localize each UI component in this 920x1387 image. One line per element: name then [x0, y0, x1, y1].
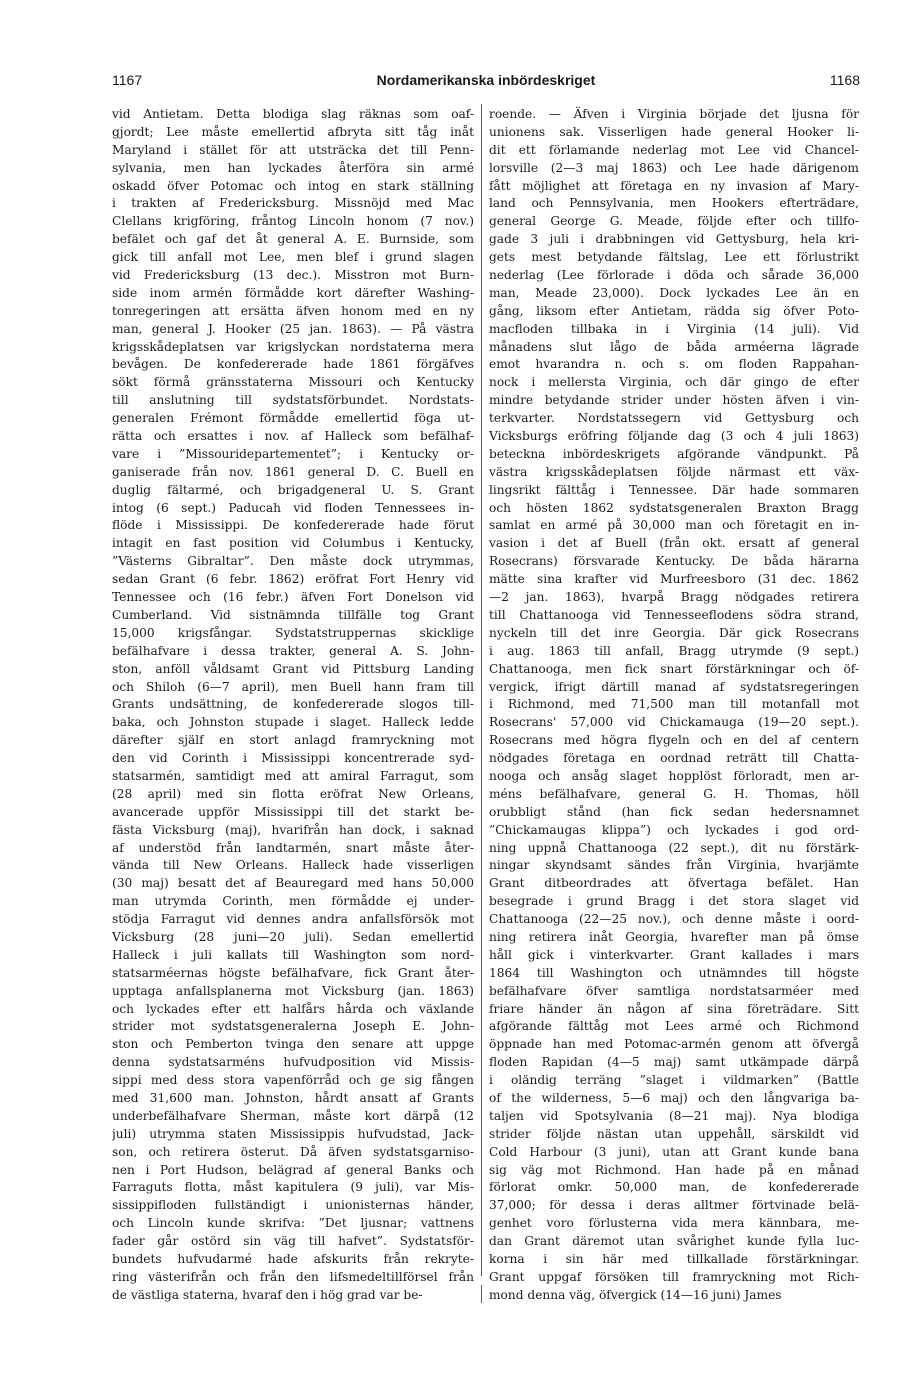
text-line: Rosecrans' 57,000 vid Chickamauga (19—20 sept.). — [489, 715, 859, 730]
text-line: Rosecrans) försvarade Kentucky. De båda härarna — [489, 554, 859, 569]
text-line: strider mot sydstatsgeneralerna Joseph E. John- — [112, 1019, 474, 1034]
text-line: dan Grant däremot utan svårighet kunde fylla luc- — [489, 1234, 859, 1249]
text-line: ningar skyndsamt sändes från Virginia, hvarjämte — [489, 858, 859, 873]
text-line: Halleck i juli kallats till Washington som nord- — [112, 947, 474, 962]
text-line: i oländig terräng ”slaget i vildmarken” (Battle — [489, 1073, 859, 1088]
text-line: duglig fältarmé, och brigadgeneral U. S. Grant — [112, 482, 474, 497]
text-line: gick till anfall mot Lee, men blef i grund slagen — [112, 250, 474, 265]
text-line: bevågen. De konfedererade hade 1861 förgäfves — [112, 357, 474, 372]
text-line: befälet och gaf det åt general A. E. Burnside, som — [112, 232, 474, 247]
text-line: vända till New Orleans. Halleck hade visserligen — [112, 858, 474, 873]
text-line: och lyckades efter ett halfårs hårda och växlande — [112, 1001, 474, 1016]
right-page-number: 1168 — [829, 72, 860, 88]
text-line: taljen vid Spotsylvania (8—21 maj). Nya blodiga — [489, 1108, 859, 1123]
text-line: i trakten af Fredericksburg. Missnöjd med Mac — [112, 196, 474, 211]
text-line: ganiserade från nov. 1861 general D. C. Buell en — [112, 464, 474, 479]
text-line: samlat en armé på 30,000 man och företagit en in- — [489, 518, 859, 533]
left-text-column — [112, 106, 474, 1305]
text-line: side inom armén förmådde kort därefter Washing- — [112, 285, 474, 300]
text-line: ning uppnå Chattanooga (22 sept.), dit nu förstärk- — [489, 840, 859, 855]
text-line: emot hvarandra n. och s. om floden Rappahan- — [489, 357, 859, 372]
text-line: besegrade i grund Bragg i det stora slaget vid — [489, 894, 859, 909]
text-line: och hösten 1862 sydstatsgeneralen Braxton Bragg — [489, 500, 859, 515]
text-line: floden Rapidan (4—5 maj) samt utkämpade därpå — [489, 1055, 859, 1070]
text-line: intog (6 sept.) Paducah vid floden Tennessees in- — [112, 500, 474, 515]
right-text-column — [489, 106, 859, 1305]
text-line: friare händer än någon af sina företrädare. Sitt — [489, 1001, 859, 1016]
text-line: nederlag (Lee förlorade i döda och sårade 36,000 — [489, 268, 859, 283]
text-line: oskadd öfver Potomac och intog en stark ställning — [112, 178, 474, 193]
text-line: 1864 till Washington och utnämndes till högste — [489, 965, 859, 980]
text-line: ”Chickamaugas klippa”) och lyckades i god ord- — [489, 822, 859, 837]
text-line: till Chattanooga vid Tennesseeflodens södra strand, — [489, 607, 859, 622]
text-line: denna sydstatsarméns hufvudposition vid Missis- — [112, 1055, 474, 1070]
text-line: af understöd från landtarmén, snart måste åter- — [112, 840, 474, 855]
text-line: general George G. Meade, följde efter och tillfo- — [489, 214, 859, 229]
text-line: mätte sina krafter vid Murfreesboro (31 dec. 1862 — [489, 572, 859, 587]
text-line: upptaga anfallsplanerna mot Vicksburg (jan. 1863) — [112, 983, 474, 998]
text-line: vid Antietam. Detta blodiga slag räknas som oaf- — [112, 107, 474, 121]
text-line: nen i Port Hudson, belägrad af general Banks och — [112, 1162, 474, 1177]
text-line: lorsville (2—3 maj 1863) och Lee hade därigenom — [489, 160, 859, 175]
text-line: of the wilderness, 5—6 maj) och den långvariga ba- — [489, 1090, 859, 1105]
text-line: Rosecrans med högra flygeln och en del af centern — [489, 733, 859, 748]
text-line: sylvania, men han lyckades återföra sin armé — [112, 160, 474, 175]
text-line: land och Pennsylvania, men Hookers efterträdare, — [489, 196, 859, 211]
text-line: unionens sak. Visserligen hade general Hooker li- — [489, 124, 859, 139]
text-line: genhet voro förlusterna vida mera kännbara, me- — [489, 1216, 859, 1231]
text-line: sökt förmå gränsstaterna Missouri och Kentucky — [112, 375, 474, 390]
text-line: fader går ostörd sin väg till hafvet”. Sydstatsför- — [112, 1234, 474, 1249]
text-line: (28 april) med sin flotta eröfrat New Orleans, — [112, 786, 474, 801]
text-line: månadens slut lågo de båda arméerna lägrade — [489, 339, 859, 354]
text-line: dit ett förlamande nederlag mot Lee vid Chancel- — [489, 142, 859, 157]
text-line: Chattanooga, men fick snart förstärkningar och öf- — [489, 661, 859, 676]
text-line: västra krigsskådeplatsen följde närmast ett väx- — [489, 464, 859, 479]
text-line: afgörande fälttåg mot Lees armé och Richmond — [489, 1019, 859, 1034]
text-line: gjordt; Lee måste emellertid afbryta sitt tåg inåt — [112, 124, 474, 139]
text-line: orubbligt stånd (han fick sedan hedersnamnet — [489, 804, 859, 819]
text-line: lingsrikt fälttåg i Tennessee. Där hade sommaren — [489, 482, 859, 497]
text-line: strider följde nästan utan uppehåll, särskildt vid — [489, 1126, 859, 1141]
text-line: ring västerifrån och från den lifsmedeltillförsel från — [112, 1269, 474, 1284]
text-line: Farraguts flotta, måst kapitulera (9 juli), var Mis- — [112, 1180, 474, 1195]
text-line: gets mest betydande fältslag, Lee ett förlustrikt — [489, 250, 859, 265]
text-line: nödgades företaga en oordnad reträtt till Chatta- — [489, 751, 859, 766]
text-line: (30 maj) besatt det af Beauregard med hans 50,000 — [112, 876, 474, 891]
text-line: Vicksburgs eröfring följande dag (3 och 4 juli 1863) — [489, 429, 859, 444]
text-line: nock i mellersta Virginia, och där gingo de efter — [489, 375, 859, 390]
text-line: juli) utrymma staten Mississippis hufvudstad, Jack- — [112, 1126, 474, 1141]
text-line: terkvarter. Nordstatssegern vid Gettysburg och — [489, 411, 859, 426]
column-divider — [481, 104, 482, 1276]
text-line: baka, och Johnston stupade i slaget. Halleck ledde — [112, 715, 474, 730]
text-line: och Lincoln kunde skrifva: ”Det ljusnar; vattnens — [112, 1216, 474, 1231]
text-line: man, Meade 23,000). Dock lyckades Lee än en — [489, 285, 859, 300]
running-title: Nordamerikanska inbördeskriget — [376, 72, 596, 88]
text-line: befälhafvare öfver samtliga nordstatsarméer med — [489, 983, 859, 998]
text-line: intagit en fast position vid Columbus i Kentucky, — [112, 536, 474, 551]
text-line: bundets hufvudarmé hade afskurits från rekryte- — [112, 1252, 474, 1266]
text-line: sissippifloden fullständigt i unionisternas händer, — [112, 1198, 474, 1213]
text-line: man utrymda Corinth, men förmådde ej under- — [112, 894, 474, 909]
text-line: macfloden tillbaka in i Virginia (14 juli). Vid — [489, 321, 859, 336]
text-line: beteckna inbördeskrigets afgörande vändpunkt. På — [489, 446, 859, 461]
text-line: 15,000 krigsfångar. Sydstatstruppernas skicklige — [112, 625, 474, 640]
text-line: roende. — Äfven i Virginia började det ljusna för — [489, 107, 859, 121]
text-line: Grant uppgaf försöken till framryckning mot Rich- — [489, 1269, 859, 1284]
text-line: ston, anföll våldsamt Grant vid Pittsburg Landing — [112, 661, 474, 676]
text-line: den vid Corinth i Mississippi koncentrerade syd- — [112, 751, 474, 766]
text-line: stödja Farragut vid dennes andra anfallsförsök mot — [112, 912, 474, 927]
text-line: gade 3 juli i drabbningen vid Gettysburg, hela kri- — [489, 232, 859, 247]
text-line: 37,000; för dessa i deras alltmer förtvinade belä- — [489, 1198, 859, 1213]
text-line: vergick, ifrigt därtill manad af sydstatsregeringen — [489, 679, 859, 694]
column-divider-lower — [481, 1285, 482, 1303]
text-line: son, och retirera österut. Då äfven sydstatsgarniso- — [112, 1144, 474, 1159]
text-line: i aug. 1863 till anfall, Bragg utrymde (9 sept.) — [489, 643, 859, 658]
text-line: och Shiloh (6—7 april), men Buell hann fram till — [112, 679, 474, 694]
text-line: mindre betydande strider under hösten äfven i vin- — [489, 393, 859, 408]
left-page-number: 1167 — [112, 72, 143, 88]
text-line: fått möjlighet att företaga en ny invasion af Mary- — [489, 178, 859, 193]
text-line: statsarmén, samtidigt med att amiral Farragut, som — [112, 768, 474, 783]
text-line: man, general J. Hooker (25 jan. 1863). — På västra — [112, 321, 474, 336]
text-line: därefter själf en stort anlagd framryckning mot — [112, 733, 474, 748]
text-line: mond denna väg, öfvergick (14—16 juni) James — [489, 1287, 782, 1302]
text-line: avancerade uppför Mississippi till det starkt be- — [112, 804, 474, 819]
text-line: håll gick i vinterkvarter. Grant kallades i mars — [489, 947, 859, 962]
text-line: vasion i det af Buell (från okt. ersatt af general — [489, 536, 859, 551]
text-line: sedan Grant (6 febr. 1862) eröfrat Fort Henry vid — [112, 572, 474, 587]
text-line: underbefälhafvare Sherman, måste kort därpå (12 — [112, 1108, 474, 1123]
text-line: vare i ”Missouridepartementet”; i Kentucky or- — [112, 446, 474, 461]
text-line: Maryland i stället för att utsträcka det till Penn- — [112, 142, 474, 157]
text-line: Cumberland. Vid sistnämnda tillfälle tog Grant — [112, 607, 474, 622]
text-line: ston och Pemberton tvinga den senare att uppge — [112, 1037, 474, 1052]
text-line: Tennessee och (16 febr.) äfven Fort Donelson vid — [112, 590, 474, 605]
text-line: generalen Frémont förmådde emellertid föga ut- — [112, 411, 474, 426]
text-line: Clellans krigföring, fråntog Lincoln honom (7 nov.) — [112, 214, 474, 229]
text-line: Grants undsättning, de konfedererade slogos till- — [112, 697, 474, 712]
text-line: sig väg mot Richmond. Han hade på en månad — [489, 1162, 859, 1177]
text-line: Chattanooga (22—25 nov.), och denne måste i oord- — [489, 912, 859, 927]
text-line: förlorat omkr. 50,000 man, de konfedererade — [489, 1180, 859, 1195]
text-line: till anslutning till sydstatsförbundet. Nordstats- — [112, 393, 474, 408]
text-line: tonregeringen att ersätta äfven honom med en ny — [112, 303, 474, 318]
text-line: de västliga staterna, hvaraf den i hög grad var be- — [112, 1287, 423, 1302]
text-line: rätta och ersattes i nov. af Halleck som befälhaf- — [112, 429, 474, 444]
text-line: Cold Harbour (3 juni), utan att Grant kunde bana — [489, 1144, 859, 1159]
text-line: ”Västerns Gibraltar”. Den måste dock utrymmas, — [112, 554, 474, 569]
text-line: gång, liksom efter Antietam, rädda sig öfver Poto- — [489, 303, 859, 318]
text-line: Vicksburg (28 juni—20 juli). Sedan emellertid — [112, 929, 474, 944]
text-line: öppnade han med Potomac-armén genom att öfvergå — [489, 1037, 859, 1052]
text-line: méns befälhafvare, general G. H. Thomas, höll — [489, 786, 859, 801]
text-line: Grant ditbeordrades att öfvertaga befälet. Han — [489, 876, 859, 891]
text-line: nooga och ansåg slaget hopplöst förloradt, men ar- — [489, 768, 859, 783]
text-line: —2 jan. 1863), hvarpå Bragg nödgades retirera — [489, 590, 859, 605]
text-line: statsarméernas högste befälhafvare, fick Grant åter- — [112, 965, 474, 980]
text-line: befälhafvare i dessa trakter, general A. S. John- — [112, 643, 474, 658]
text-line: i Richmond, med 71,500 man till motanfall mot — [489, 697, 859, 712]
text-line: vid Fredericksburg (13 dec.). Misstron mot Burn- — [112, 268, 474, 283]
text-line: krigsskådeplatsen var krigslyckan nordstaterna mera — [112, 339, 474, 354]
page-header — [112, 72, 860, 92]
text-line: flöde i Mississippi. De konfedererade hade förut — [112, 518, 474, 533]
text-line: med 31,600 man. Johnston, hårdt ansatt af Grants — [112, 1090, 474, 1105]
text-line: fästa Vicksburg (maj), hvarifrån han dock, i saknad — [112, 822, 474, 837]
text-line: nyckeln till det inre Georgia. Där gick Rosecrans — [489, 625, 859, 640]
text-line: ning retirera inåt Georgia, hvarefter man på ömse — [489, 929, 859, 944]
text-line: korna i sin här med tillkallade förstärkningar. — [489, 1252, 859, 1266]
text-line: sippi med dess stora vapenförråd och ge sig fången — [112, 1073, 474, 1088]
